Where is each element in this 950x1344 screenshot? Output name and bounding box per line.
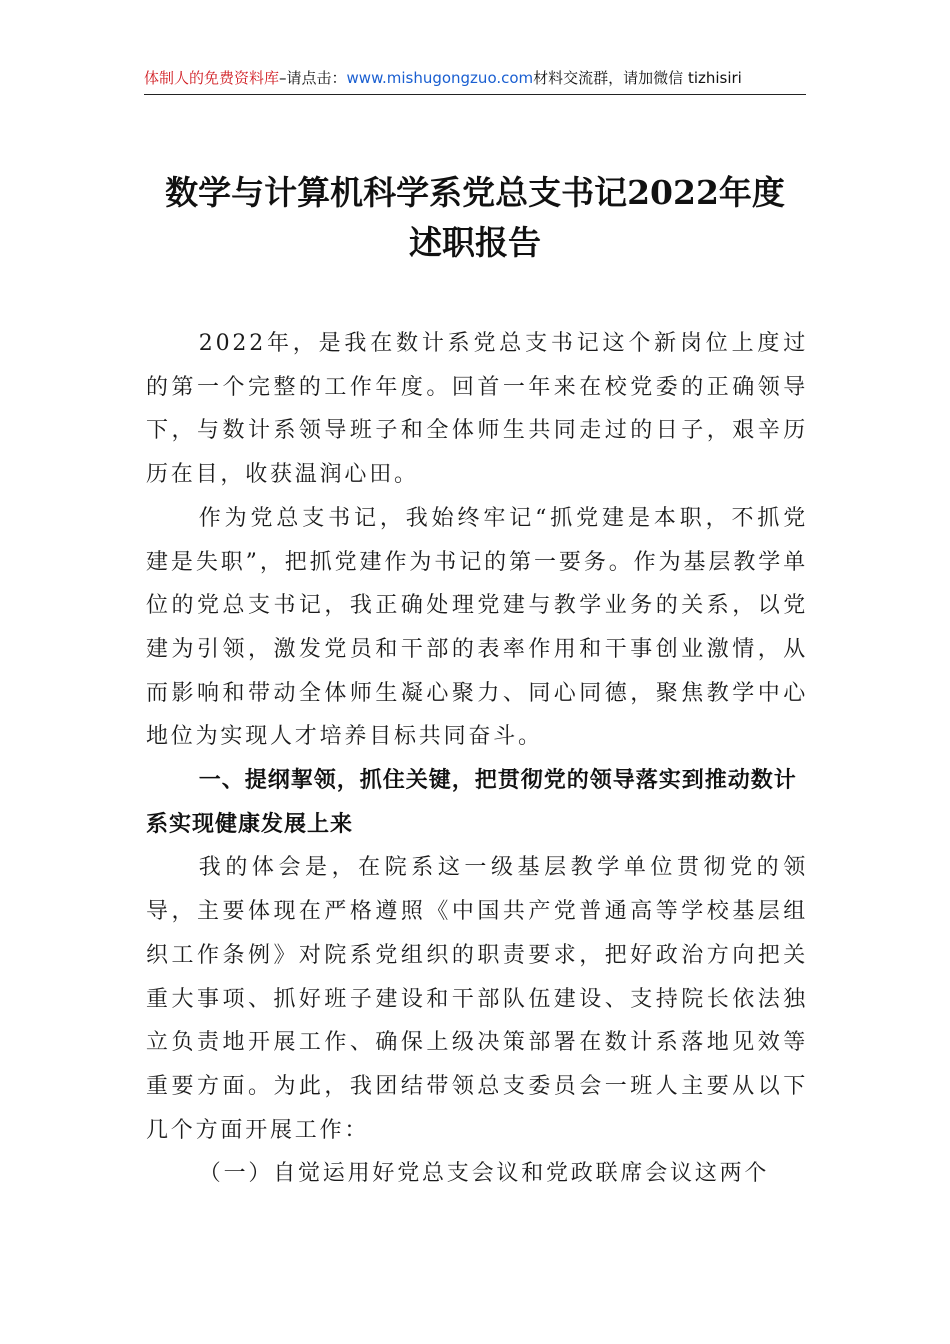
header-click-prompt: –请点击： <box>279 69 347 87</box>
document-title <box>120 168 830 268</box>
header-brand: 体制人的免费资料库 <box>144 69 280 87</box>
header-contact: 材料交流群，请加微信 tizhisiri <box>533 69 742 87</box>
paragraph-section-1: 我的体会是，在院系这一级基层教学单位贯彻党的领导，主要体现在严格遵照《中国共产党普通高等学校基层组织工作条例》对院系党组织的职责要求，把好政治方向把关重大事项、抓好班子建设和干部队伍建设、支持院长依法独立负责地开展工作、确保上级决策部署在数计系落地见效等重要方面。为此，我团结带领总支委员会一班人主要从以下几个方面开展工作： <box>146 855 808 1143</box>
section-heading-1: 一、提纲挈领，抓住关键，把贯彻党的领导落实到推动数计系实现健康发展上来 <box>146 768 797 837</box>
title-line-1: 数学与计算机科学系党总支书记2022年度 <box>165 173 785 212</box>
document-body <box>146 322 808 1196</box>
subsection-heading-1: （一）自觉运用好党总支会议和党政联席会议这两个 <box>198 1161 770 1187</box>
page-header <box>144 66 806 95</box>
paragraph-intro: 2022年，是我在数计系党总支书记这个新岗位上度过的第一个完整的工作年度。回首一年来在校党委的正确领导下，与数计系领导班子和全体师生共同走过的日子，艰辛历历在目，收获温润心田。 <box>146 331 808 488</box>
title-line-2: 述职报告 <box>409 223 541 262</box>
header-url-link[interactable]: www.mishugongzuo.com <box>346 69 534 87</box>
paragraph-role: 作为党总支书记，我始终牢记“抓党建是本职，不抓党建是失职”，把抓党建作为书记的第一要务。作为基层教学单位的党总支书记，我正确处理党建与教学业务的关系，以党建为引领，激发党员和干部的表率作用和干事创业激情，从而影响和带动全体师生凝心聚力、同心同德，聚焦教学中心地位为实现人才培养目标共同奋斗。 <box>146 505 808 750</box>
